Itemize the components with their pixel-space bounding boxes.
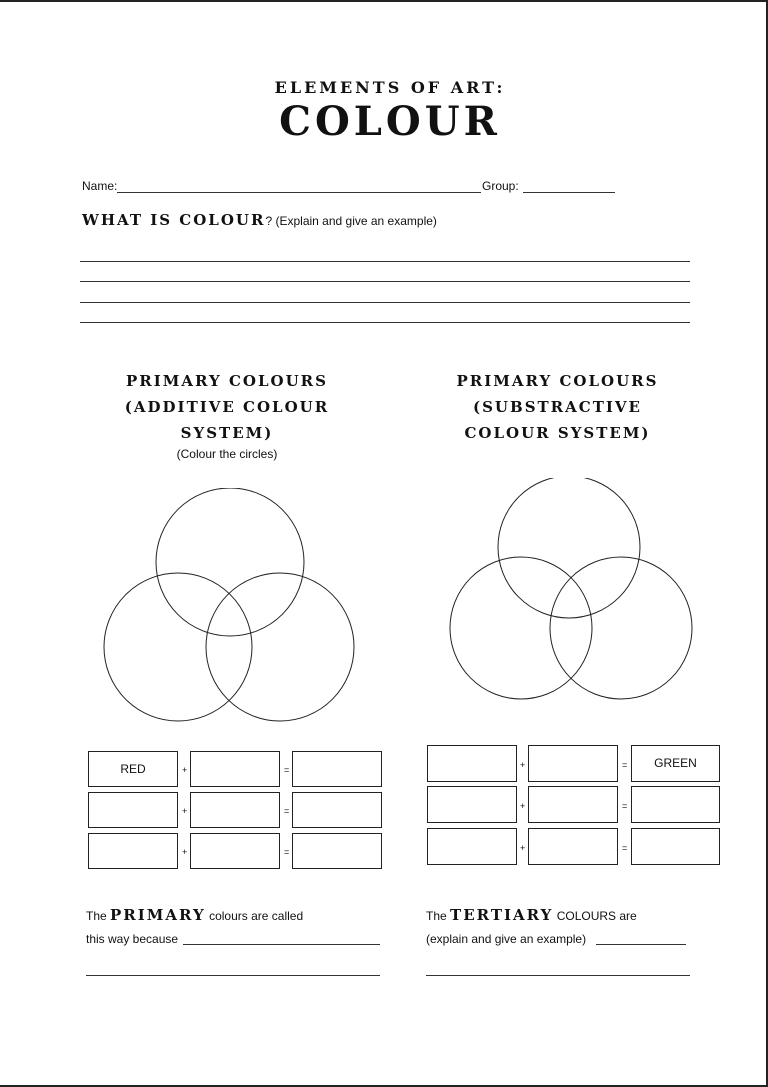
colour-box-result[interactable] bbox=[292, 792, 382, 828]
worksheet-subtitle: ELEMENTS OF ART: bbox=[274, 78, 506, 97]
equals-sign: = bbox=[622, 801, 628, 811]
answer-line-4[interactable] bbox=[80, 322, 690, 323]
subtractive-heading bbox=[405, 368, 710, 446]
question-prompt: ? (Explain and give an example) bbox=[265, 214, 437, 228]
plus-sign: + bbox=[182, 806, 188, 816]
additive-heading-line-2: (ADDITIVE COLOUR bbox=[124, 398, 330, 416]
colour-box-result[interactable] bbox=[292, 751, 382, 787]
subtractive-heading-line-2: (SUBSTRACTIVE bbox=[473, 398, 642, 416]
plus-sign: + bbox=[520, 760, 526, 770]
colour-box-second[interactable] bbox=[190, 833, 280, 869]
question-heading: WHAT IS COLOUR bbox=[82, 211, 266, 229]
colour-box-first[interactable]: RED bbox=[88, 751, 178, 787]
venn-circle-right[interactable] bbox=[206, 573, 354, 721]
page-edge-top bbox=[0, 0, 768, 2]
group-label: Group: bbox=[482, 179, 519, 193]
colour-box-result[interactable] bbox=[292, 833, 382, 869]
name-field[interactable] bbox=[117, 192, 481, 193]
colour-box-result[interactable] bbox=[631, 786, 720, 823]
equals-sign: = bbox=[284, 806, 290, 816]
equals-sign: = bbox=[622, 760, 628, 770]
tertiary-question bbox=[426, 906, 637, 924]
primary-question-the: The bbox=[86, 909, 107, 923]
additive-heading bbox=[72, 368, 382, 446]
primary-question bbox=[86, 906, 303, 924]
equals-sign: = bbox=[622, 843, 628, 853]
additive-heading-line-1: PRIMARY COLOURS bbox=[126, 372, 328, 390]
colour-box-result[interactable]: GREEN bbox=[631, 745, 720, 782]
primary-answer-line-2[interactable] bbox=[86, 975, 380, 976]
tertiary-answer-line-1[interactable] bbox=[596, 944, 686, 945]
tertiary-question-line-2: (explain and give an example) bbox=[426, 932, 587, 946]
tertiary-answer-line-2[interactable] bbox=[426, 975, 690, 976]
primary-answer-line-1[interactable] bbox=[183, 944, 380, 945]
subtractive-venn-diagram bbox=[445, 478, 700, 710]
venn-circle-top[interactable] bbox=[156, 488, 304, 636]
colour-box-second[interactable] bbox=[528, 828, 618, 865]
venn-circle-top[interactable] bbox=[498, 478, 640, 618]
equals-sign: = bbox=[284, 765, 290, 775]
additive-venn-diagram bbox=[100, 488, 360, 728]
subtractive-heading-line-1: PRIMARY COLOURS bbox=[456, 372, 659, 390]
tertiary-question-the: The bbox=[426, 909, 447, 923]
question-what-is-colour bbox=[82, 211, 437, 230]
worksheet-title: COLOUR bbox=[279, 98, 501, 145]
name-label: Name: bbox=[82, 179, 118, 193]
colour-box-second[interactable] bbox=[190, 792, 280, 828]
plus-sign: + bbox=[182, 765, 188, 775]
plus-sign: + bbox=[182, 847, 188, 857]
colour-box-first[interactable] bbox=[427, 828, 517, 865]
primary-question-line-2: this way because bbox=[86, 932, 179, 946]
colour-box-second[interactable] bbox=[528, 745, 618, 782]
tertiary-question-keyword: TERTIARY bbox=[450, 906, 554, 924]
tertiary-question-rest: COLOURS are bbox=[556, 909, 637, 923]
answer-line-3[interactable] bbox=[80, 302, 690, 303]
group-field[interactable] bbox=[523, 192, 615, 193]
colour-box-first[interactable] bbox=[88, 792, 178, 828]
additive-heading-line-3: SYSTEM) bbox=[180, 424, 274, 442]
equals-sign: = bbox=[284, 847, 290, 857]
colour-box-second[interactable] bbox=[190, 751, 280, 787]
colour-circles-instruction: (Colour the circles) bbox=[176, 447, 278, 461]
colour-box-first[interactable] bbox=[427, 745, 517, 782]
primary-question-rest: colours are called bbox=[209, 909, 304, 923]
colour-box-result[interactable] bbox=[631, 828, 720, 865]
plus-sign: + bbox=[520, 801, 526, 811]
venn-circle-left[interactable] bbox=[104, 573, 252, 721]
colour-box-first[interactable] bbox=[427, 786, 517, 823]
primary-question-keyword: PRIMARY bbox=[110, 906, 206, 924]
answer-line-1[interactable] bbox=[80, 261, 690, 262]
colour-box-first[interactable] bbox=[88, 833, 178, 869]
colour-box-second[interactable] bbox=[528, 786, 618, 823]
answer-line-2[interactable] bbox=[80, 281, 690, 282]
subtractive-heading-line-3: COLOUR SYSTEM) bbox=[464, 424, 651, 442]
plus-sign: + bbox=[520, 843, 526, 853]
